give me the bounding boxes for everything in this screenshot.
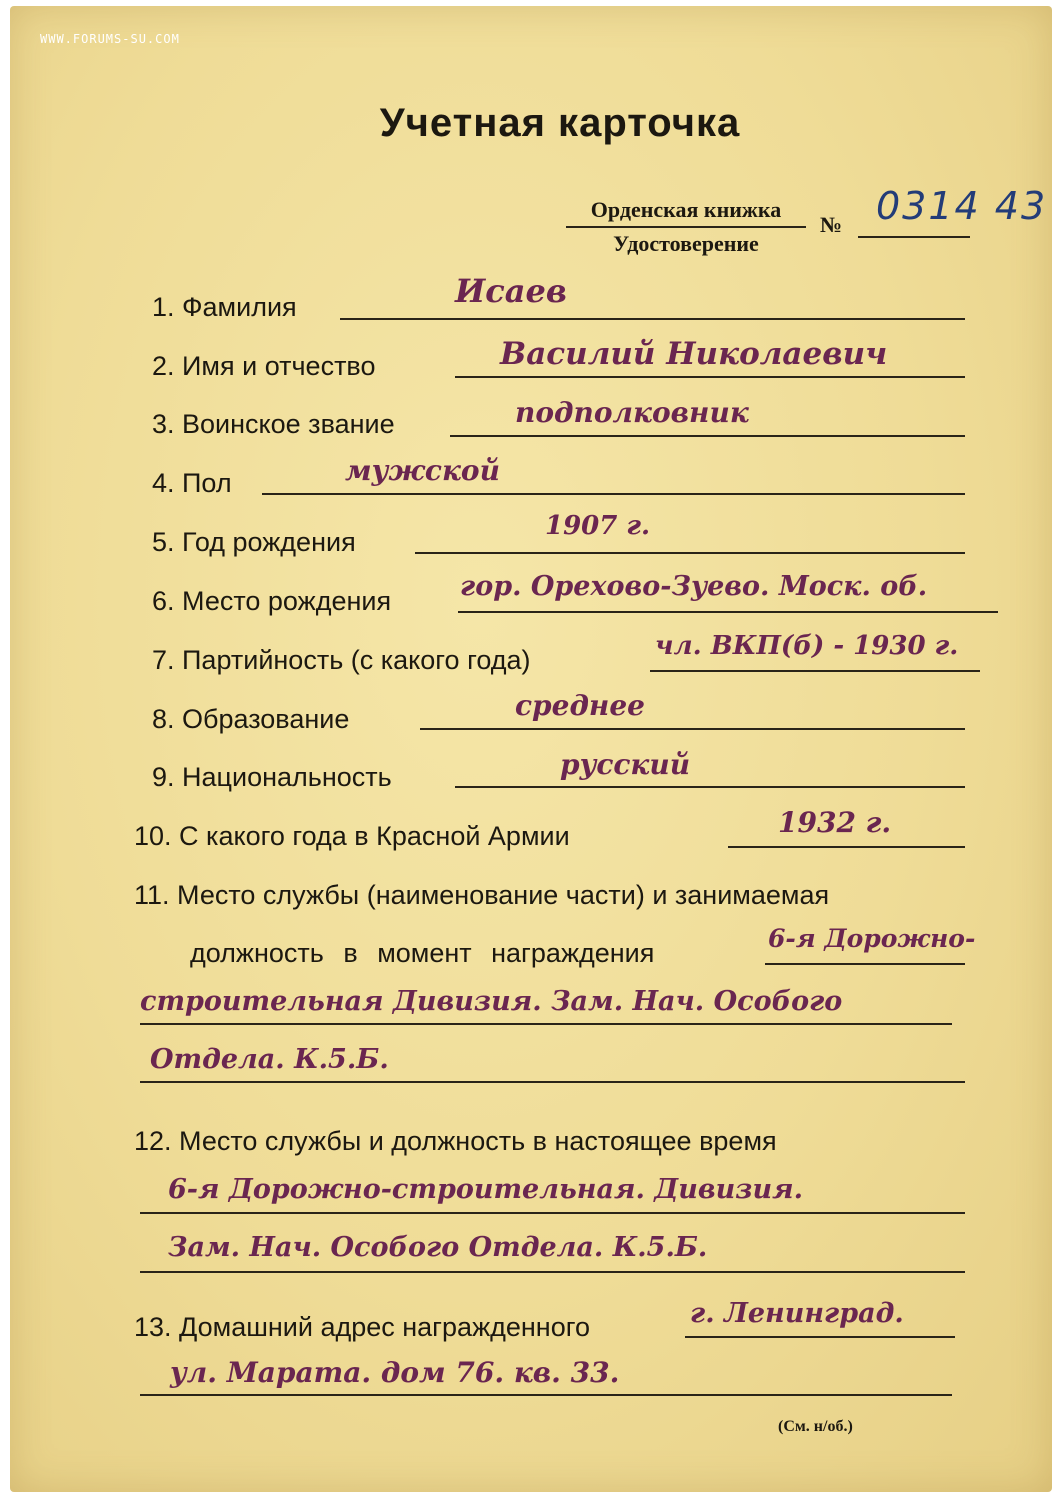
field-line-service-1 — [765, 963, 965, 965]
field-line-nationality — [455, 786, 965, 788]
field-label-surname: 1. Фамилия — [152, 292, 297, 322]
document-type — [566, 194, 806, 260]
document-number: 0314 43 — [876, 184, 1048, 228]
field-line-service-2 — [140, 1023, 952, 1025]
field-label-home-address: 13. Домашний адрес награжденного — [134, 1312, 591, 1342]
field-line-birthplace — [458, 611, 998, 613]
field-value-education: среднее — [515, 689, 645, 722]
field-label-education: 8. Образование — [152, 704, 350, 734]
field-line-birth-year — [415, 552, 965, 554]
field-value-army-year: 1932 г. — [778, 806, 892, 839]
field-label-name: 2. Имя и отчество — [152, 351, 376, 381]
number-sign: № — [820, 212, 843, 237]
field-line-current-1 — [140, 1212, 965, 1214]
field-value-service-2: строительная Дивизия. Зам. Нач. Особого — [140, 986, 843, 1017]
award-record-card — [10, 6, 1052, 1492]
field-value-service-1: 6-я Дорожно- — [768, 924, 976, 953]
field-line-name — [455, 376, 965, 378]
field-value-birth-year: 1907 г. — [545, 511, 651, 541]
field-value-sex: мужской — [345, 454, 500, 487]
field-label-birthplace: 6. Место рождения — [152, 586, 392, 616]
doc-type-order-book: Орденская книжка — [566, 194, 806, 228]
field-value-address-2: ул. Марата. дом 76. кв. 33. — [170, 1356, 620, 1389]
field-value-current-1: 6-я Дорожно-строительная. Дивизия. — [168, 1174, 804, 1205]
field-label-current-position: 12. Место службы и должность в настоящее время — [134, 1126, 777, 1156]
doc-type-certificate: Удостоверение — [613, 231, 759, 256]
field-label-sex: 4. Пол — [152, 468, 232, 498]
field-label-nationality: 9. Национальность — [152, 762, 392, 792]
field-line-current-2 — [140, 1271, 965, 1273]
field-label-position-at-award: должность в момент награждения — [190, 938, 655, 968]
field-label-service-place: 11. Место службы (наименование части) и занимаемая — [134, 880, 830, 910]
field-line-service-3 — [140, 1081, 965, 1083]
field-line-sex — [262, 493, 965, 495]
field-label-rank: 3. Воинское звание — [152, 409, 395, 439]
see-reverse-note: (См. н/об.) — [778, 1418, 853, 1435]
field-value-current-2: Зам. Нач. Особого Отдела. К.5.Б. — [168, 1232, 708, 1263]
field-line-surname — [340, 318, 965, 320]
field-label-army-year: 10. С какого года в Красной Армии — [134, 821, 570, 851]
field-value-surname: Исаев — [455, 272, 567, 310]
field-value-birthplace: гор. Орехово-Зуево. Моск. об. — [460, 571, 928, 602]
field-value-party: чл. ВКП(б) - 1930 г. — [655, 631, 959, 661]
field-line-address-2 — [140, 1394, 952, 1396]
field-label-birth-year: 5. Год рождения — [152, 527, 356, 557]
field-value-name: Василий Николаевич — [500, 336, 888, 372]
field-value-address-1: г. Ленинград. — [690, 1298, 904, 1329]
field-line-party — [650, 670, 980, 672]
field-line-rank — [450, 435, 965, 437]
field-label-party: 7. Партийность (с какого года) — [152, 645, 531, 675]
field-line-army-year — [728, 846, 965, 848]
field-value-service-3: Отдела. К.5.Б. — [150, 1044, 389, 1075]
field-value-rank: подполковник — [515, 396, 749, 429]
field-line-education — [420, 728, 965, 730]
watermark: WWW.FORUMS-SU.COM — [40, 32, 180, 46]
card-title: Учетная карточка — [379, 101, 741, 145]
number-line — [858, 236, 970, 238]
field-value-nationality: русский — [560, 748, 691, 781]
field-line-address-1 — [685, 1336, 955, 1338]
